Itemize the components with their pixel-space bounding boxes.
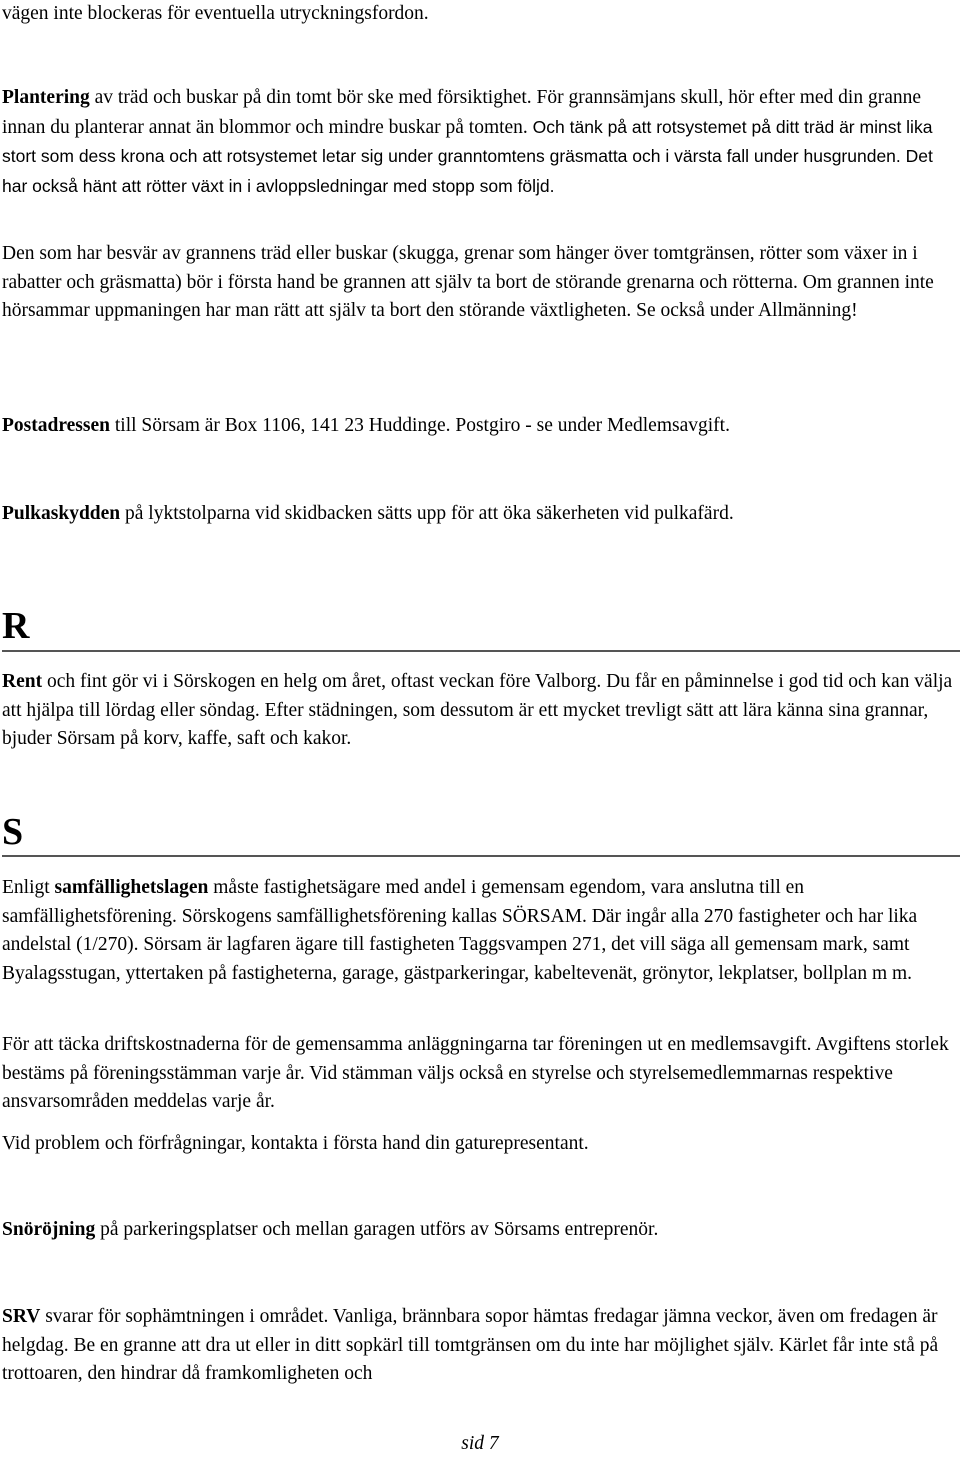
paragraph-pulkaskydden: Pulkaskydden på lyktstolparna vid skidbacken sätts upp för att öka säkerheten vid pulkafärd. xyxy=(2,503,734,524)
paragraph-plantering: Plantering av träd och buskar på din tomt bör ske med försiktighet. För grannsämjans skull, hör efter med din granne innan du planterar annat än blommor och mindre buskar på tomten. Och tänk på att rotsystemet på ditt träd är minst lika stort som dess krona och att rotsystemet letar sig under granntomtens gräsmatta och i värsta fall under husgrunden. Det har också hänt att rötter växt in i avloppsledningar med stopp som följd. xyxy=(2,87,933,196)
section-heading-s: S xyxy=(2,811,24,853)
paragraph-besvar: Den som har besvär av grannens träd eller buskar (skugga, grenar som hänger över tomtgränsen, rötter som växer in i rabatter och gräsmatta) bör i första hand be grannen att själv ta bort de störande grenarna och rötterna. Om grannen inte hörsammar uppmaningen har man rätt att själv ta bort den störande växtligheten. Se också under Allmänning! xyxy=(2,243,934,321)
term-samfallighetslagen: samfällighetslagen xyxy=(54,877,209,898)
paragraph-samfallighet: Enligt samfällighetslagen måste fastighetsägare med andel i gemensam egendom, vara anslutna till en samfällighetsförening. Sörskogens samfällighetsförening kallas SÖRSAM. Där ingår alla 270 fastigheter och har lika andelstal (1/270). Sörsam är lagfaren ägare till fastigheten Taggsvampen 271, det vill säga all gemensam mark, samt Byalagsstugan, yttertaken på fastigheterna, garage, gästparkeringar, kabeltevenät, grönytor, lekplatser, bollplan m m. xyxy=(2,877,918,984)
paragraph-driftskostnader: För att täcka driftskostnaderna för de gemensamma anläggningarna tar föreningen ut en medlemsavgift. Avgiftens storlek bestäms på föreningsstämman varje år. Vid stämman väljs också en styrelse och styrelsemedlemmarnas respektive ansvarsområden meddelas varje år. xyxy=(2,1034,949,1112)
term-plantering: Plantering xyxy=(2,87,90,108)
paragraph-postadressen: Postadressen till Sörsam är Box 1106, 141 23 Huddinge. Postgiro - se under Medlemsavgift. xyxy=(2,415,730,436)
paragraph-rent: Rent och fint gör vi i Sörskogen en helg om året, oftast veckan före Valborg. Du får en påminnelse i god tid och kan välja att hjälpa till lördag eller söndag. Efter städningen, som dessutom är ett mycket trevligt sätt att lära känna sina grannar, bjuder Sörsam på korv, kaffe, saft och kakor. xyxy=(2,671,953,749)
term-srv: SRV xyxy=(2,1306,41,1327)
paragraph-problem: Vid problem och förfrågningar, kontakta i första hand din gaturepresentant. xyxy=(2,1133,589,1154)
term-pulkaskydden: Pulkaskydden xyxy=(2,503,121,524)
paragraph-snorojning: Snöröjning på parkeringsplatser och mellan garagen utförs av Sörsams entreprenör. xyxy=(2,1219,659,1240)
paragraph-srv: SRV svarar för sophämtningen i området. Vanliga, brännbara sopor hämtas fredagar jämna veckor, även om fredagen är helgdag. Be en granne att dra ut eller in ditt sopkärl till tomtgränsen om du inte har möjlighet själv. Kärlet får inte stå på trottoaren, den hindrar då framkomligheten och xyxy=(2,1306,939,1384)
term-postadressen: Postadressen xyxy=(2,415,110,436)
section-divider-r xyxy=(2,650,960,652)
paragraph-continuation: vägen inte blockeras för eventuella utryckningsfordon. xyxy=(2,3,429,24)
term-snorojning: Snöröjning xyxy=(2,1219,96,1240)
term-rent: Rent xyxy=(2,671,43,692)
section-heading-r: R xyxy=(2,605,30,647)
page-number: sid 7 xyxy=(461,1433,499,1454)
section-divider-s xyxy=(2,855,960,857)
